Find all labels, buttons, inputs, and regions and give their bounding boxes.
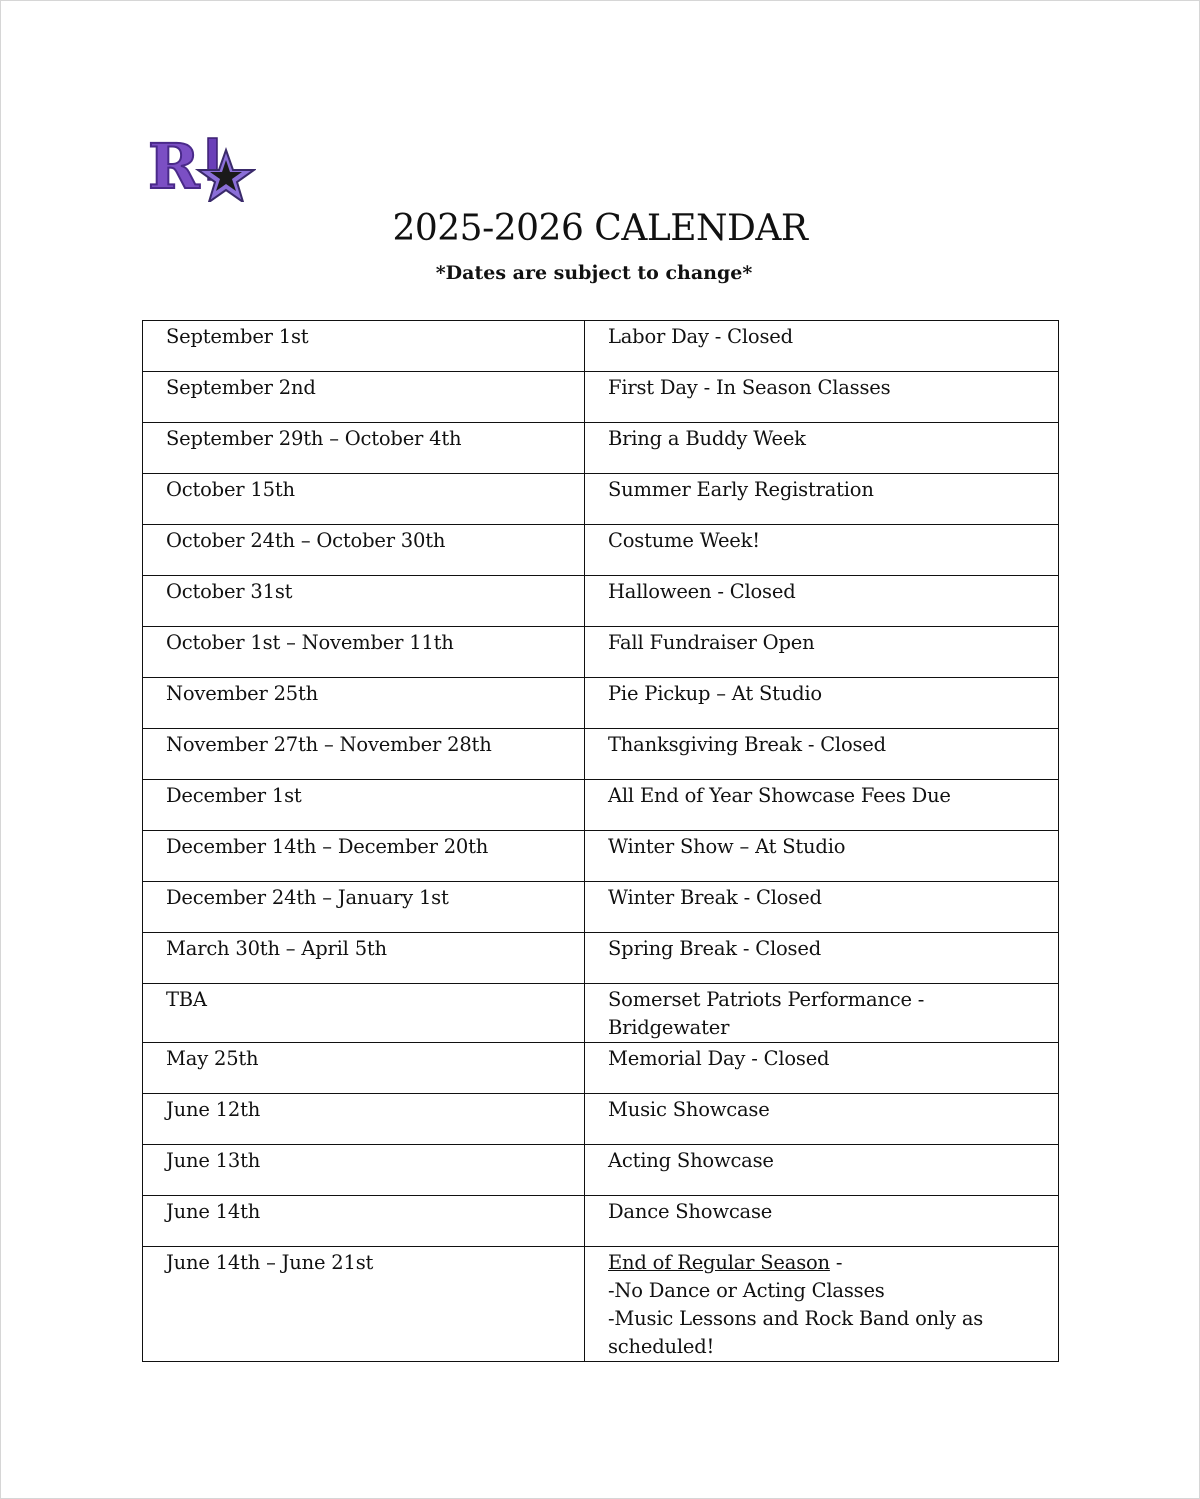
event-cell: Labor Day - Closed xyxy=(585,321,1059,372)
table-row xyxy=(143,1043,1059,1094)
date-cell: October 31st xyxy=(143,576,585,627)
event-cell: Thanksgiving Break - Closed xyxy=(585,729,1059,780)
table-row xyxy=(143,321,1059,372)
page-title: 2025-2026 CALENDAR xyxy=(392,208,808,249)
date-cell: November 27th – November 28th xyxy=(143,729,585,780)
date-cell: November 25th xyxy=(143,678,585,729)
event-cell: First Day - In Season Classes xyxy=(585,372,1059,423)
calendar-body xyxy=(143,321,1059,1362)
date-cell: December 14th – December 20th xyxy=(143,831,585,882)
date-cell: TBA xyxy=(143,984,585,1043)
date-cell: September 2nd xyxy=(143,372,585,423)
date-cell: October 24th – October 30th xyxy=(143,525,585,576)
event-cell: Fall Fundraiser Open xyxy=(585,627,1059,678)
event-cell: Summer Early Registration xyxy=(585,474,1059,525)
date-cell: December 1st xyxy=(143,780,585,831)
table-row xyxy=(143,882,1059,933)
event-cell: Costume Week! xyxy=(585,525,1059,576)
table-row xyxy=(143,780,1059,831)
logo-letter: R xyxy=(148,130,200,202)
table-row xyxy=(143,372,1059,423)
table-row xyxy=(143,984,1059,1043)
page-subtitle: *Dates are subject to change* xyxy=(435,262,753,284)
season-end-note: -Music Lessons and Rock Band only as scheduled! xyxy=(608,1307,984,1358)
season-end-heading: End of Regular Season xyxy=(608,1251,830,1274)
season-end-dash: - xyxy=(829,1251,843,1274)
table-row xyxy=(143,933,1059,984)
event-cell xyxy=(585,1247,1059,1362)
calendar-table xyxy=(142,320,1059,1362)
table-row xyxy=(143,423,1059,474)
event-cell: Somerset Patriots Performance - Bridgewater xyxy=(585,984,1059,1043)
table-row xyxy=(143,1196,1059,1247)
studio-logo xyxy=(146,130,256,202)
date-cell: May 25th xyxy=(143,1043,585,1094)
table-row xyxy=(143,474,1059,525)
table-row xyxy=(143,627,1059,678)
event-cell: Acting Showcase xyxy=(585,1145,1059,1196)
event-cell: All End of Year Showcase Fees Due xyxy=(585,780,1059,831)
date-cell: December 24th – January 1st xyxy=(143,882,585,933)
date-cell: June 14th – June 21st xyxy=(143,1247,585,1362)
event-cell: Spring Break - Closed xyxy=(585,933,1059,984)
date-cell: October 1st – November 11th xyxy=(143,627,585,678)
table-row xyxy=(143,678,1059,729)
table-row xyxy=(143,525,1059,576)
event-cell: Memorial Day - Closed xyxy=(585,1043,1059,1094)
table-row xyxy=(143,576,1059,627)
table-row xyxy=(143,1094,1059,1145)
date-cell: October 15th xyxy=(143,474,585,525)
event-cell: Music Showcase xyxy=(585,1094,1059,1145)
event-cell: Halloween - Closed xyxy=(585,576,1059,627)
date-cell: March 30th – April 5th xyxy=(143,933,585,984)
event-cell: Winter Break - Closed xyxy=(585,882,1059,933)
event-cell: Dance Showcase xyxy=(585,1196,1059,1247)
date-cell: June 14th xyxy=(143,1196,585,1247)
date-cell: June 12th xyxy=(143,1094,585,1145)
date-cell: September 1st xyxy=(143,321,585,372)
date-cell: September 29th – October 4th xyxy=(143,423,585,474)
event-cell: Pie Pickup – At Studio xyxy=(585,678,1059,729)
table-row xyxy=(143,729,1059,780)
event-cell: Winter Show – At Studio xyxy=(585,831,1059,882)
table-row xyxy=(143,1247,1059,1362)
date-cell: June 13th xyxy=(143,1145,585,1196)
season-end-note: -No Dance or Acting Classes xyxy=(608,1279,885,1302)
event-cell: Bring a Buddy Week xyxy=(585,423,1059,474)
table-row xyxy=(143,1145,1059,1196)
table-row xyxy=(143,831,1059,882)
